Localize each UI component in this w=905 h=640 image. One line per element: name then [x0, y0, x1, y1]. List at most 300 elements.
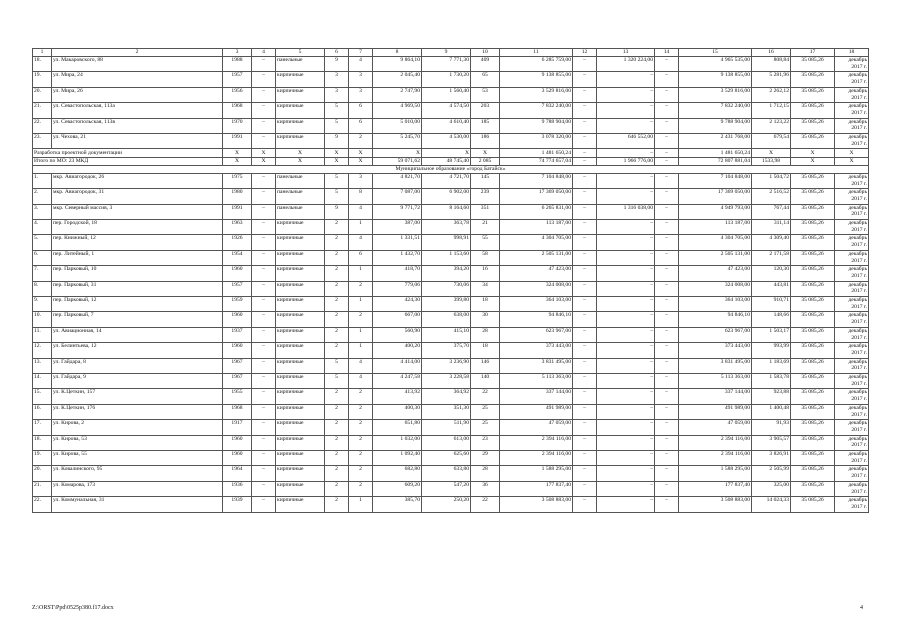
fund-cost-cell: –: [573, 72, 597, 87]
table-row: [33, 87, 869, 102]
completion-date-cell: декабрь 2017 г.: [835, 103, 869, 118]
summary-cell: X: [276, 157, 325, 165]
repair-year-cell: –: [252, 312, 276, 327]
summary-cell: 48 745,40: [422, 157, 471, 165]
budget-cost-cell: –: [655, 420, 679, 435]
owners-cost-cell: –: [597, 189, 655, 204]
summary-cell: 2 085: [471, 157, 500, 165]
living-area-cell: 394,20: [422, 266, 471, 281]
max-cost-cell: 35 085,26: [791, 450, 835, 465]
living-area-cell: 4 530,00: [422, 133, 471, 148]
entrances-cell: 6: [349, 118, 373, 133]
total-area-cell: 1 032,00: [373, 435, 422, 450]
year-cell: 1955: [223, 389, 252, 404]
document-sheet: [32, 48, 868, 513]
floors-cell: 5: [325, 189, 349, 204]
owners-cost-cell: 1 320 224,00: [597, 57, 655, 72]
wall-material-cell: панельные: [276, 173, 325, 188]
entrances-cell: 1: [349, 220, 373, 235]
address-cell: ул. Гайдара, 9: [52, 373, 223, 388]
regional-cost-cell: 1 588 295,00: [679, 466, 752, 481]
fund-cost-cell: –: [573, 235, 597, 250]
owners-cost-cell: –: [597, 481, 655, 496]
budget-cost-cell: –: [655, 327, 679, 342]
fund-cost-cell: –: [573, 389, 597, 404]
residents-cell: 22: [471, 389, 500, 404]
address-cell: ул. Севастопольская, 113а: [52, 103, 223, 118]
completion-date-cell: декабрь 2017 г.: [835, 204, 869, 219]
cost-per-sqm-cell: 1 583,78: [752, 373, 791, 388]
file-path: Z:\ORST\Ppd\0525p380.f17.docx: [32, 605, 114, 611]
row-number-cell: 11.: [33, 327, 52, 342]
residents-cell: 53: [471, 87, 500, 102]
year-cell: 1960: [223, 435, 252, 450]
living-area-cell: 4 721,70: [422, 173, 471, 188]
regional-cost-cell: 4 965 535,00: [679, 57, 752, 72]
max-cost-cell: 35 085,26: [791, 358, 835, 373]
summary-cell: X: [791, 149, 835, 157]
repair-year-cell: –: [252, 250, 276, 265]
floors-cell: 2: [325, 297, 349, 312]
owners-cost-cell: –: [597, 281, 655, 296]
year-cell: 1975: [223, 173, 252, 188]
entrances-cell: 3: [349, 173, 373, 188]
repair-year-cell: –: [252, 327, 276, 342]
fund-cost-cell: –: [573, 466, 597, 481]
total-cost-cell: 3 508 883,00: [500, 497, 573, 512]
column-number: 5: [276, 49, 325, 57]
regional-cost-cell: 373 443,00: [679, 343, 752, 358]
wall-material-cell: панельные: [276, 57, 325, 72]
fund-cost-cell: –: [573, 173, 597, 188]
total-cost-cell: 47 423,00: [500, 266, 573, 281]
completion-date-cell: декабрь 2017 г.: [835, 358, 869, 373]
cost-per-sqm-cell: 808,84: [752, 57, 791, 72]
total-cost-cell: 6 285 759,00: [500, 57, 573, 72]
residents-cell: 409: [471, 57, 500, 72]
regional-cost-cell: 364 103,00: [679, 297, 752, 312]
row-number-cell: 21.: [33, 103, 52, 118]
budget-cost-cell: –: [655, 312, 679, 327]
repair-year-cell: –: [252, 173, 276, 188]
total-cost-cell: 9 788 904,00: [500, 118, 573, 133]
living-area-cell: 633,80: [422, 466, 471, 481]
row-number-cell: 1.: [33, 173, 52, 188]
entrances-cell: 2: [349, 389, 373, 404]
regional-cost-cell: 3 831 495,00: [679, 358, 752, 373]
fund-cost-cell: –: [573, 481, 597, 496]
table-row: [33, 173, 869, 188]
total-cost-cell: 7 104 848,00: [500, 173, 573, 188]
row-number-cell: 20.: [33, 466, 52, 481]
completion-date-cell: декабрь 2017 г.: [835, 497, 869, 512]
wall-material-cell: кирпичные: [276, 297, 325, 312]
completion-date-cell: декабрь 2017 г.: [835, 72, 869, 87]
budget-cost-cell: –: [655, 358, 679, 373]
regional-cost-cell: 324 008,00: [679, 281, 752, 296]
budget-cost-cell: –: [655, 466, 679, 481]
total-cost-cell: 3 529 816,00: [500, 87, 573, 102]
row-number-cell: 12.: [33, 343, 52, 358]
total-area-cell: 1 331,51: [373, 235, 422, 250]
owners-cost-cell: 646 552,00: [597, 133, 655, 148]
budget-cost-cell: –: [655, 57, 679, 72]
total-area-cell: 400,20: [373, 343, 422, 358]
entrances-cell: 1: [349, 327, 373, 342]
regional-cost-cell: 94 846,10: [679, 312, 752, 327]
address-cell: пер. Литейный, 1: [52, 250, 223, 265]
total-cost-cell: 364 103,00: [500, 297, 573, 312]
total-cost-cell: 491 989,00: [500, 404, 573, 419]
living-area-cell: 547,20: [422, 481, 471, 496]
completion-date-cell: декабрь 2017 г.: [835, 297, 869, 312]
table-row: [33, 235, 869, 250]
total-cost-cell: 337 144,00: [500, 389, 573, 404]
fund-cost-cell: –: [573, 450, 597, 465]
row-number-cell: 19.: [33, 450, 52, 465]
fund-cost-cell: –: [573, 327, 597, 342]
fund-cost-cell: –: [573, 281, 597, 296]
address-cell: ул. Белинтьева, 12: [52, 343, 223, 358]
repair-year-cell: –: [252, 87, 276, 102]
floors-cell: 5: [325, 173, 349, 188]
row-number-cell: 7.: [33, 266, 52, 281]
summary-cell: X: [325, 149, 349, 157]
max-cost-cell: 35 085,26: [791, 266, 835, 281]
budget-cost-cell: –: [655, 481, 679, 496]
table-row: [33, 220, 869, 235]
max-cost-cell: 35 085,26: [791, 312, 835, 327]
floors-cell: 2: [325, 481, 349, 496]
max-cost-cell: 35 085,26: [791, 327, 835, 342]
floors-cell: 3: [325, 87, 349, 102]
owners-cost-cell: –: [597, 327, 655, 342]
floors-cell: 2: [325, 389, 349, 404]
total-cost-cell: 177 837,40: [500, 481, 573, 496]
completion-date-cell: декабрь 2017 г.: [835, 373, 869, 388]
completion-date-cell: декабрь 2017 г.: [835, 389, 869, 404]
design-docs-row: [33, 149, 869, 157]
column-number: 16: [752, 49, 791, 57]
repair-year-cell: –: [252, 103, 276, 118]
floors-cell: 2: [325, 435, 349, 450]
owners-cost-cell: –: [597, 118, 655, 133]
total-cost-cell: 94 846,10: [500, 312, 573, 327]
summary-cell: 1533,98: [752, 157, 791, 165]
budget-cost-cell: –: [655, 72, 679, 87]
fund-cost-cell: –: [573, 297, 597, 312]
living-area-cell: 3 236,90: [422, 358, 471, 373]
year-cell: 1957: [223, 281, 252, 296]
owners-cost-cell: –: [597, 220, 655, 235]
row-number-cell: 10.: [33, 312, 52, 327]
wall-material-cell: кирпичные: [276, 481, 325, 496]
cost-per-sqm-cell: 1 712,15: [752, 103, 791, 118]
row-number-cell: 16.: [33, 404, 52, 419]
entrances-cell: 2: [349, 281, 373, 296]
living-area-cell: 6 902,00: [422, 189, 471, 204]
total-area-cell: 418,70: [373, 266, 422, 281]
floors-cell: 2: [325, 235, 349, 250]
entrances-cell: 1: [349, 266, 373, 281]
fund-cost-cell: –: [573, 358, 597, 373]
entrances-cell: 3: [349, 72, 373, 87]
residents-cell: 34: [471, 281, 500, 296]
table-row: [33, 358, 869, 373]
budget-cost-cell: –: [655, 103, 679, 118]
wall-material-cell: панельные: [276, 189, 325, 204]
summary-cell: X: [223, 157, 252, 165]
regional-cost-cell: 9 138 855,00: [679, 72, 752, 87]
year-cell: 1959: [223, 297, 252, 312]
repair-year-cell: –: [252, 297, 276, 312]
repair-year-cell: –: [252, 72, 276, 87]
cost-per-sqm-cell: 679,54: [752, 133, 791, 148]
repair-year-cell: –: [252, 466, 276, 481]
total-area-cell: 1 092,40: [373, 450, 422, 465]
completion-date-cell: декабрь 2017 г.: [835, 133, 869, 148]
completion-date-cell: декабрь 2017 г.: [835, 281, 869, 296]
floors-cell: 5: [325, 103, 349, 118]
summary-cell: X: [252, 149, 276, 157]
total-area-cell: 667,00: [373, 312, 422, 327]
residents-cell: 30: [471, 312, 500, 327]
floors-cell: 2: [325, 343, 349, 358]
owners-cost-cell: –: [597, 450, 655, 465]
wall-material-cell: кирпичные: [276, 404, 325, 419]
cost-per-sqm-cell: 993,99: [752, 343, 791, 358]
entrances-cell: 4: [349, 373, 373, 388]
budget-cost-cell: –: [655, 133, 679, 148]
summary-cell: X: [422, 149, 471, 157]
table-row: [33, 57, 869, 72]
column-number: 11: [500, 49, 573, 57]
address-cell: мкр. Северный массив, 3: [52, 204, 223, 219]
cost-per-sqm-cell: 1 503,17: [752, 327, 791, 342]
address-cell: пер. Парковый, 10: [52, 266, 223, 281]
owners-cost-cell: –: [597, 373, 655, 388]
table-row: [33, 420, 869, 435]
living-area-cell: 511,90: [422, 420, 471, 435]
total-area-cell: 5 245,70: [373, 133, 422, 148]
completion-date-cell: декабрь 2017 г.: [835, 235, 869, 250]
section-title: Муниципальное образование «город Батайск»: [33, 165, 869, 173]
wall-material-cell: кирпичные: [276, 373, 325, 388]
row-number-cell: 13.: [33, 358, 52, 373]
floors-cell: 2: [325, 312, 349, 327]
repair-year-cell: –: [252, 57, 276, 72]
table-row: [33, 389, 869, 404]
wall-material-cell: кирпичные: [276, 250, 325, 265]
entrances-cell: 2: [349, 312, 373, 327]
fund-cost-cell: –: [573, 118, 597, 133]
summary-cell: X: [835, 149, 869, 157]
owners-cost-cell: –: [597, 72, 655, 87]
repair-year-cell: –: [252, 133, 276, 148]
floors-cell: 2: [325, 266, 349, 281]
address-cell: пер. Книжный, 12: [52, 235, 223, 250]
address-cell: ул. Ковалинского, 95: [52, 466, 223, 481]
max-cost-cell: 35 085,26: [791, 343, 835, 358]
total-cost-cell: 2 505 131,00: [500, 250, 573, 265]
wall-material-cell: кирпичные: [276, 281, 325, 296]
summary-cell: –: [655, 149, 679, 157]
regional-cost-cell: 7 104 848,00: [679, 173, 752, 188]
budget-cost-cell: –: [655, 343, 679, 358]
summary-cell: X: [349, 149, 373, 157]
address-cell: ул. Авиационная, 14: [52, 327, 223, 342]
table-row: [33, 435, 869, 450]
entrances-cell: 4: [349, 358, 373, 373]
max-cost-cell: 35 085,26: [791, 189, 835, 204]
table-row: [33, 312, 869, 327]
max-cost-cell: 35 085,26: [791, 204, 835, 219]
cost-per-sqm-cell: 5 281,96: [752, 72, 791, 87]
wall-material-cell: кирпичные: [276, 103, 325, 118]
residents-cell: 140: [471, 373, 500, 388]
total-cost-cell: 2 394 116,00: [500, 435, 573, 450]
wall-material-cell: панельные: [276, 204, 325, 219]
owners-cost-cell: –: [597, 103, 655, 118]
max-cost-cell: 35 085,26: [791, 250, 835, 265]
regional-cost-cell: 9 788 904,00: [679, 118, 752, 133]
budget-cost-cell: –: [655, 404, 679, 419]
row-number-cell: 2.: [33, 189, 52, 204]
total-area-cell: 424,30: [373, 297, 422, 312]
wall-material-cell: кирпичные: [276, 72, 325, 87]
column-number: 6: [325, 49, 349, 57]
max-cost-cell: 35 085,26: [791, 57, 835, 72]
residents-cell: 351: [471, 204, 500, 219]
total-area-cell: 5 010,00: [373, 118, 422, 133]
regional-cost-cell: 17 369 050,00: [679, 189, 752, 204]
residents-cell: 18: [471, 297, 500, 312]
regional-cost-cell: 4 949 793,00: [679, 204, 752, 219]
regional-cost-cell: 2 394 116,00: [679, 450, 752, 465]
row-number-cell: 4.: [33, 220, 52, 235]
completion-date-cell: декабрь 2017 г.: [835, 327, 869, 342]
total-cost-cell: 1 588 295,00: [500, 466, 573, 481]
column-number: 18: [835, 49, 869, 57]
max-cost-cell: 35 085,26: [791, 389, 835, 404]
owners-cost-cell: –: [597, 435, 655, 450]
residents-cell: 25: [471, 420, 500, 435]
living-area-cell: 363,78: [422, 220, 471, 235]
row-number-cell: 19.: [33, 72, 52, 87]
year-cell: 1956: [223, 87, 252, 102]
budget-cost-cell: –: [655, 497, 679, 512]
repair-year-cell: –: [252, 281, 276, 296]
year-cell: 1960: [223, 266, 252, 281]
cost-per-sqm-cell: 3 826,91: [752, 450, 791, 465]
regional-cost-cell: 47 423,00: [679, 266, 752, 281]
column-number: 12: [573, 49, 597, 57]
owners-cost-cell: 1 316 038,00: [597, 204, 655, 219]
column-number: 7: [349, 49, 373, 57]
address-cell: ул. Севастопольская, 113в: [52, 118, 223, 133]
summary-cell: 1 481 650,24: [500, 149, 573, 157]
residents-cell: 146: [471, 358, 500, 373]
year-cell: 1936: [223, 481, 252, 496]
year-cell: 1960: [223, 450, 252, 465]
entrances-cell: 2: [349, 133, 373, 148]
owners-cost-cell: –: [597, 497, 655, 512]
summary-cell: 72 807 881,04: [679, 157, 752, 165]
total-area-cell: 4 969,50: [373, 103, 422, 118]
floors-cell: 5: [325, 118, 349, 133]
year-cell: 1970: [223, 118, 252, 133]
total-area-cell: 413,92: [373, 389, 422, 404]
summary-label: Итого по МО: 23 МКД: [33, 157, 223, 165]
owners-cost-cell: –: [597, 266, 655, 281]
cost-per-sqm-cell: 2 171,58: [752, 250, 791, 265]
total-area-cell: 2 045,40: [373, 72, 422, 87]
floors-cell: 9: [325, 204, 349, 219]
max-cost-cell: 35 085,26: [791, 235, 835, 250]
total-cost-cell: 3 831 495,00: [500, 358, 573, 373]
cost-per-sqm-cell: 2 262,12: [752, 87, 791, 102]
regional-cost-cell: 3 529 816,00: [679, 87, 752, 102]
fund-cost-cell: –: [573, 343, 597, 358]
cost-per-sqm-cell: 325,00: [752, 481, 791, 496]
fund-cost-cell: –: [573, 266, 597, 281]
year-cell: 1937: [223, 327, 252, 342]
completion-date-cell: декабрь 2017 г.: [835, 173, 869, 188]
total-area-cell: 560,90: [373, 327, 422, 342]
summary-cell: –: [597, 149, 655, 157]
total-cost-cell: 4 304 705,00: [500, 235, 573, 250]
total-area-cell: 4 821,70: [373, 173, 422, 188]
completion-date-cell: декабрь 2017 г.: [835, 266, 869, 281]
repair-year-cell: –: [252, 404, 276, 419]
fund-cost-cell: –: [573, 373, 597, 388]
summary-cell: X: [373, 149, 422, 157]
repair-year-cell: –: [252, 118, 276, 133]
cost-per-sqm-cell: 120,30: [752, 266, 791, 281]
wall-material-cell: кирпичные: [276, 118, 325, 133]
regional-cost-cell: 337 144,00: [679, 389, 752, 404]
column-number: 13: [597, 49, 655, 57]
fund-cost-cell: –: [573, 435, 597, 450]
total-cost-cell: 5 113 363,00: [500, 373, 573, 388]
floors-cell: 2: [325, 327, 349, 342]
summary-cell: –: [655, 157, 679, 165]
address-cell: ул. Мира, 24: [52, 72, 223, 87]
budget-cost-cell: –: [655, 118, 679, 133]
address-cell: пер. Парковый, 7: [52, 312, 223, 327]
total-area-cell: 387,00: [373, 220, 422, 235]
repair-year-cell: –: [252, 450, 276, 465]
budget-cost-cell: –: [655, 297, 679, 312]
repair-year-cell: –: [252, 358, 276, 373]
column-number: 9: [422, 49, 471, 57]
table-row: [33, 266, 869, 281]
summary-cell: X: [276, 149, 325, 157]
wall-material-cell: кирпичные: [276, 358, 325, 373]
repair-year-cell: –: [252, 189, 276, 204]
owners-cost-cell: –: [597, 404, 655, 419]
total-area-cell: 2 747,90: [373, 87, 422, 102]
year-cell: 1967: [223, 358, 252, 373]
regional-cost-cell: 3 508 883,00: [679, 497, 752, 512]
completion-date-cell: декабрь 2017 г.: [835, 450, 869, 465]
owners-cost-cell: –: [597, 420, 655, 435]
entrances-cell: 2: [349, 481, 373, 496]
wall-material-cell: кирпичные: [276, 450, 325, 465]
total-area-cell: 779,06: [373, 281, 422, 296]
table-row: [33, 481, 869, 496]
entrances-cell: 3: [349, 87, 373, 102]
